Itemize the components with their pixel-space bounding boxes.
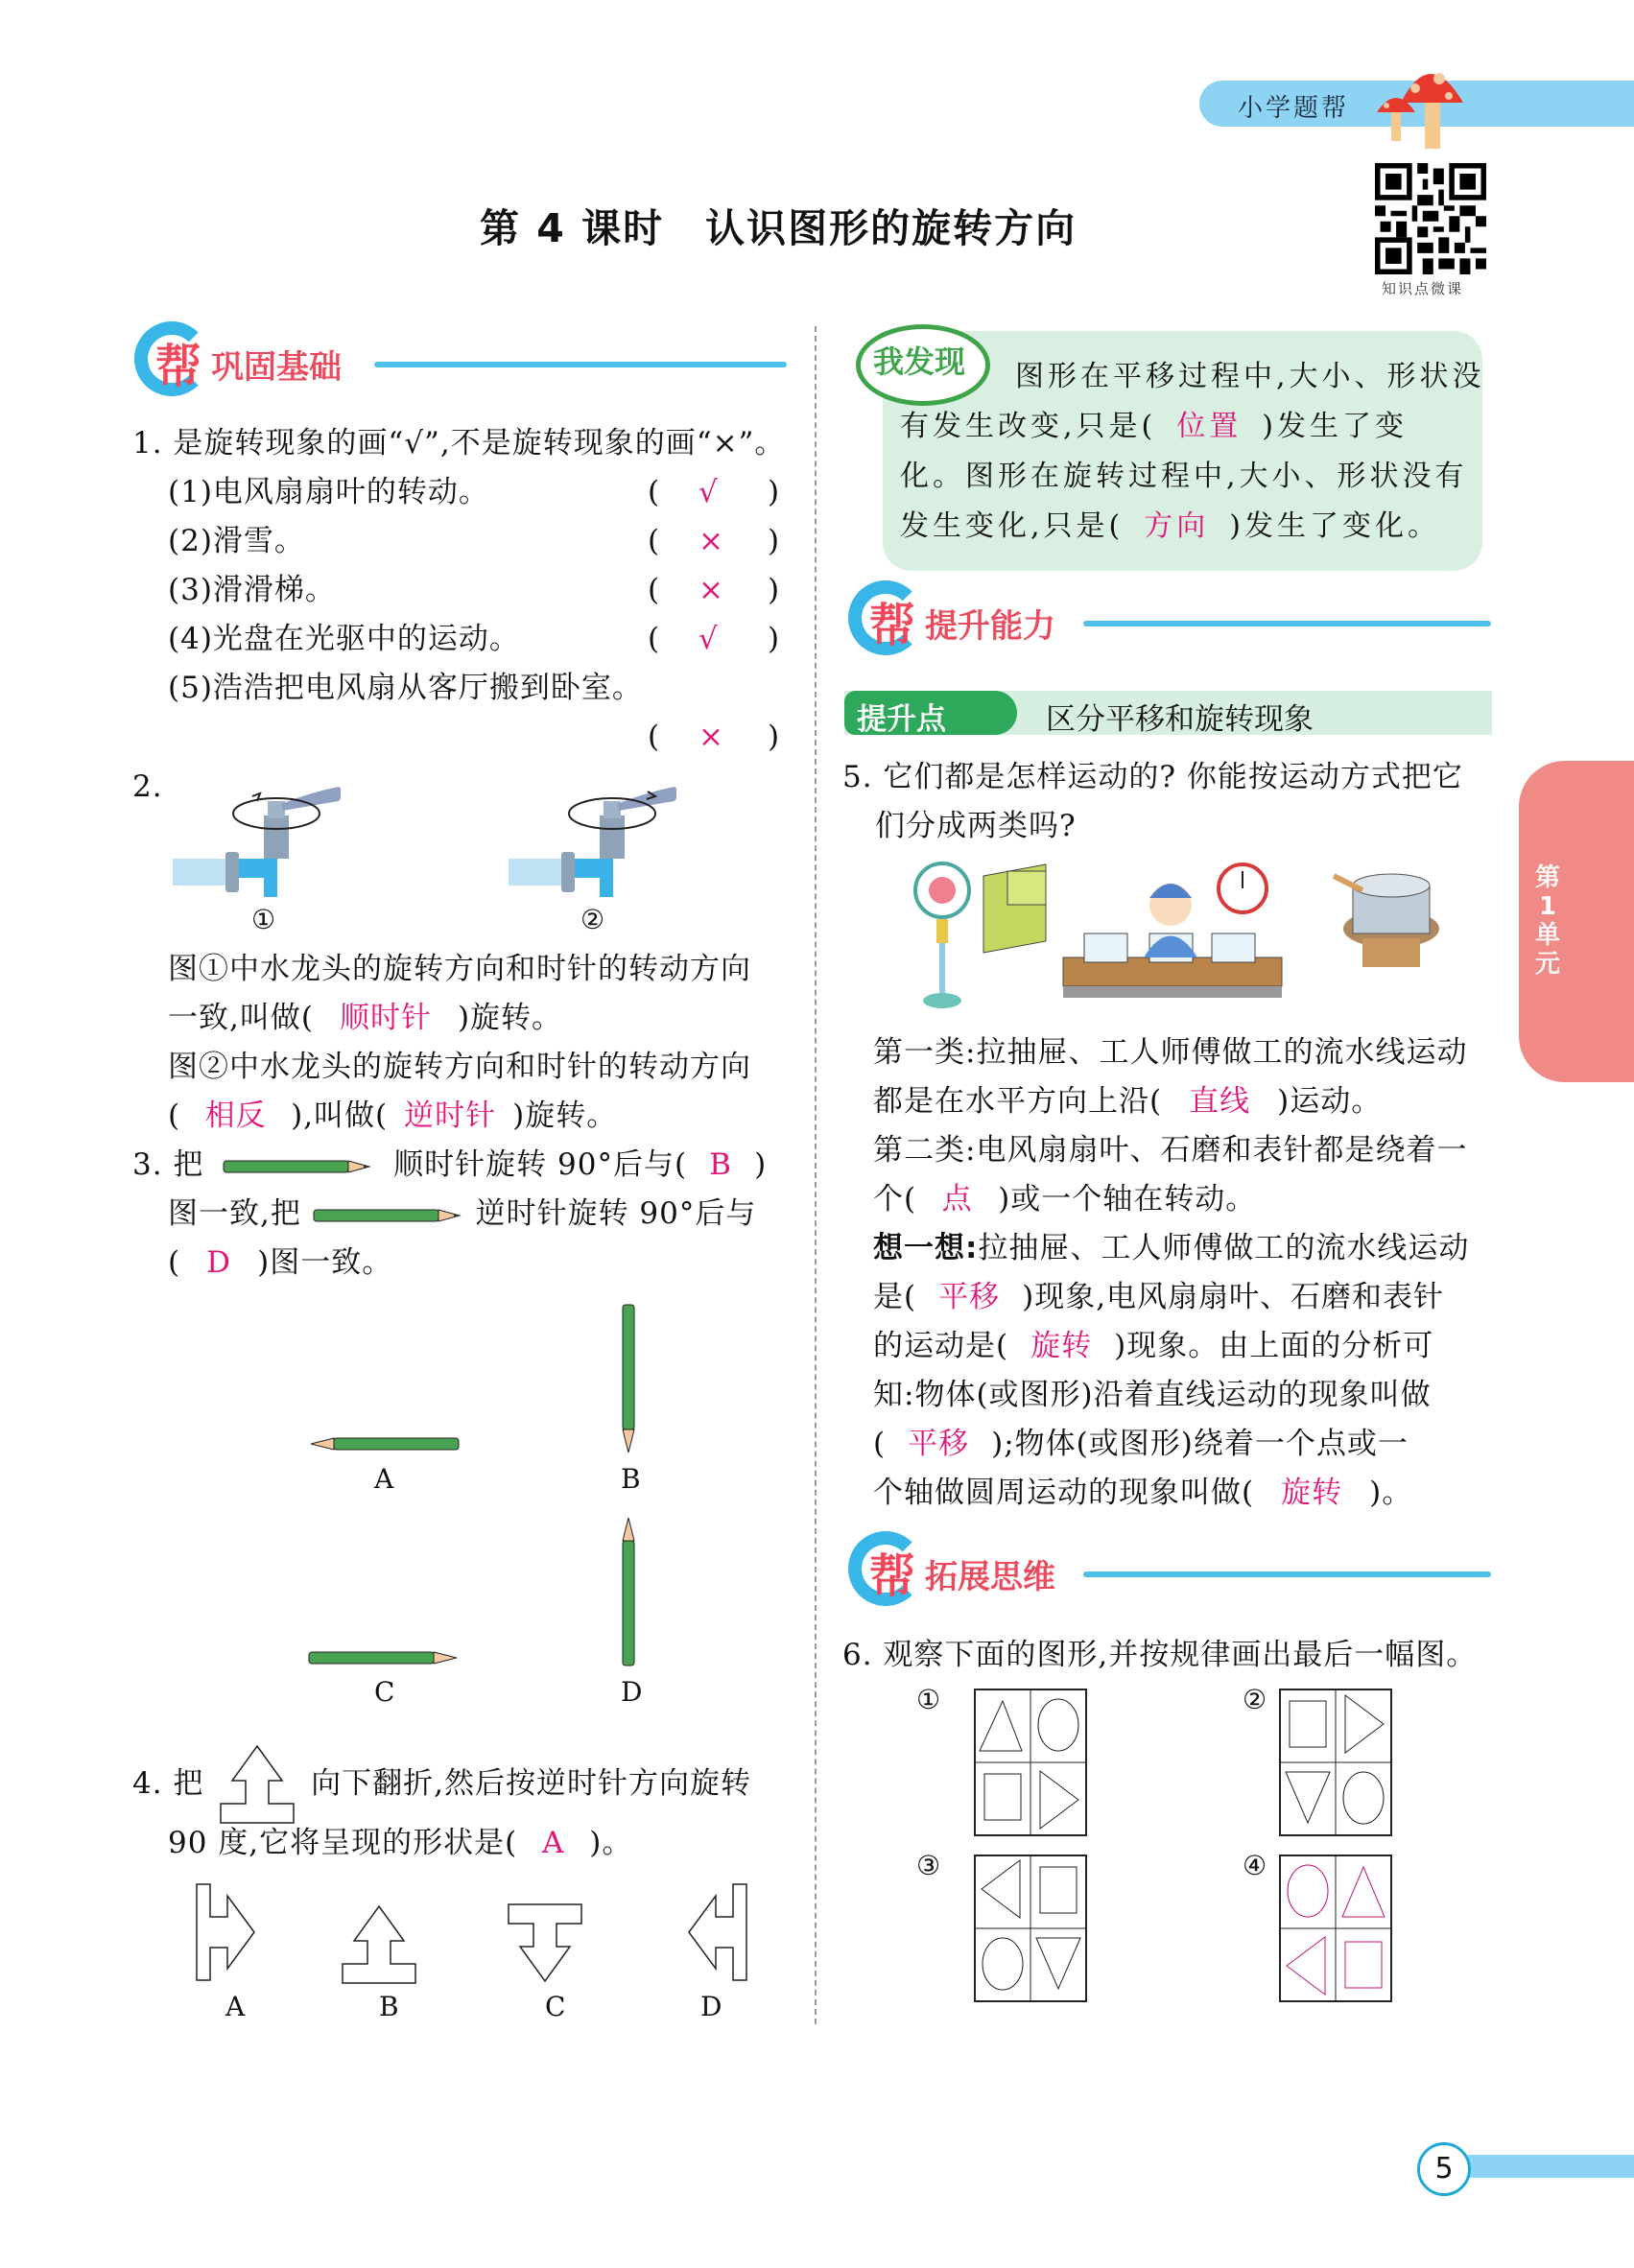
option-label: C — [374, 1676, 395, 1708]
point-badge-label: 提升点 — [857, 702, 946, 737]
answer: 旋转 — [1030, 1329, 1093, 1363]
q1-item: (5)浩浩把电风扇从客厅搬到卧室。 — [168, 671, 643, 705]
q5-text: 都是在水平方向上沿( 直线 )运动。 — [873, 1077, 1382, 1126]
q2-text: 图①中水龙头的旋转方向和时针的转动方向 — [168, 952, 751, 986]
option-label: C — [545, 1991, 566, 2022]
q5-text: 知:物体(或图形)沿着直线运动的现象叫做 — [873, 1378, 1432, 1412]
q3-line1: 3. 把 顺时针旋转 90°后与( B ) — [132, 1141, 767, 1190]
pattern-grid-4-answer — [1279, 1855, 1392, 2002]
pencil-icon — [312, 1206, 465, 1225]
q2-text: 图②中水龙头的旋转方向和时针的转动方向 — [168, 1050, 751, 1084]
answer: B — [709, 1147, 732, 1182]
pencil-option-d — [619, 1514, 638, 1667]
section-title: 拓展思维 — [925, 1558, 1055, 1596]
q1-item: (2)滑雪。 ( × ) — [168, 524, 781, 558]
column-divider — [815, 326, 817, 2024]
grid-label: ② — [1243, 1684, 1267, 1715]
q5-stem: 们分成两类吗? — [875, 809, 1077, 843]
shape-option-c — [507, 1902, 583, 1984]
pattern-grid-2 — [1279, 1689, 1392, 1836]
shape-option-b — [341, 1904, 417, 1986]
q5-text: 第二类:电风扇扇叶、石磨和表针都是绕着一 — [873, 1133, 1468, 1168]
q1-stem: 1. 是旋转现象的画“√”,不是旋转现象的画“×”。 — [132, 426, 786, 461]
grid-label: ③ — [916, 1850, 941, 1881]
answer: 直线 — [1189, 1084, 1251, 1119]
section-heading-improve: 帮 提升能力 — [848, 580, 1491, 667]
q2-text: 一致,叫做( 顺时针 )旋转。 — [168, 994, 562, 1043]
q2-text: ( 相反 ),叫做( 逆时针 )旋转。 — [168, 1092, 617, 1141]
q1-item-answer: ( × ) — [648, 720, 781, 754]
option-label: B — [379, 1991, 399, 2022]
section-rule — [374, 362, 787, 367]
qr-code[interactable] — [1374, 163, 1487, 274]
answer: 旋转 — [1281, 1476, 1343, 1510]
pattern-grid-3 — [974, 1855, 1087, 2002]
q5-text: 个轴做圆周运动的现象叫做( 旋转 )。 — [873, 1469, 1412, 1518]
answer: 顺时针 — [339, 1001, 432, 1035]
brand-name: 小学题帮 — [1238, 94, 1350, 123]
answer: 相反 — [204, 1099, 267, 1133]
q5-text: 第一类:拉抽屉、工人师傅做工的流水线运动 — [873, 1035, 1468, 1070]
option-label: A — [225, 1991, 246, 2022]
answer: 位置 — [1176, 410, 1243, 443]
page-number-band — [1468, 2155, 1634, 2178]
arrow-up-right-icon: ➚ — [969, 695, 994, 728]
q1-items — [168, 468, 782, 762]
discover-text: 化。图形在旋转过程中,大小、形状没有 — [900, 460, 1468, 493]
answer-check: √ — [699, 475, 719, 509]
q4-line1: 4. 把 向下翻折,然后按逆时针方向旋转 — [132, 1744, 751, 1826]
motion-illustration — [892, 852, 1487, 1025]
q3-line3: ( D )图一致。 — [168, 1239, 392, 1288]
option-label: D — [621, 1676, 643, 1708]
discover-text: 有发生改变,只是( 位置 )发生了变 — [900, 402, 1408, 452]
pencil-option-b — [619, 1303, 638, 1456]
shape-option-a — [195, 1882, 272, 1983]
grid-label: ④ — [1243, 1850, 1267, 1881]
q5-text: 是( 平移 )现象,电风扇扇叶、石磨和表针 — [873, 1273, 1444, 1322]
pencil-option-c — [307, 1648, 461, 1667]
q1-item: (4)光盘在光驱中的运动。 ( √ ) — [168, 622, 781, 656]
answer: 平移 — [908, 1427, 970, 1461]
answer: A — [542, 1826, 565, 1860]
discover-text: 发生变化,只是( 方向 )发生了变化。 — [900, 502, 1440, 552]
q1-item: (1)电风扇扇叶的转动。 ( √ ) — [168, 468, 782, 517]
option-label: D — [700, 1991, 722, 2022]
pattern-grid-1 — [974, 1689, 1087, 1836]
qr-caption: 知识点微课 — [1382, 280, 1464, 297]
q1-item: (3)滑滑梯。 ( × ) — [168, 573, 781, 607]
q4-line2: 90 度,它将呈现的形状是( A )。 — [168, 1819, 632, 1868]
option-label: A — [374, 1463, 394, 1495]
discover-badge-label: 我发现 — [873, 343, 966, 380]
faucet-counterclockwise-image — [504, 777, 676, 902]
discover-text: 图形在平移过程中,大小、形状没 — [1015, 360, 1485, 393]
answer: 点 — [941, 1182, 973, 1217]
shape-option-d — [672, 1882, 748, 1983]
q2-number: 2. — [132, 769, 163, 804]
section-rule — [1083, 621, 1491, 626]
mushroom-icon — [1358, 59, 1463, 151]
section-heading-expand: 帮 拓展思维 — [848, 1531, 1491, 1618]
section-rule — [1083, 1571, 1491, 1577]
pencil-option-a — [307, 1434, 461, 1453]
unit-tab-label: 第 1 单 元 — [1534, 863, 1560, 979]
q3-line2: 图一致,把 逆时针旋转 90°后与 — [168, 1196, 757, 1231]
point-title: 区分平移和旋转现象 — [1046, 702, 1314, 737]
q5-text: ( 平移 );物体(或图形)绕着一个点或一 — [873, 1420, 1409, 1469]
section-heading-basics: 帮 巩固基础 — [134, 321, 787, 408]
q5-text: 的运动是( 旋转 )现象。由上面的分析可 — [873, 1322, 1433, 1371]
q6-stem: 6. 观察下面的图形,并按规律画出最后一幅图。 — [842, 1638, 1478, 1672]
answer: 平移 — [938, 1280, 1001, 1314]
fig-label-2: ② — [580, 904, 605, 935]
section-title: 提升能力 — [925, 607, 1055, 646]
answer: 逆时针 — [404, 1099, 497, 1133]
q5-text: 个( 点 )或一个轴在转动。 — [873, 1175, 1256, 1224]
q5-stem: 5. 它们都是怎样运动的? 你能按运动方式把它 — [842, 760, 1463, 794]
page-title: 第 4 课时 认识图形的旋转方向 — [480, 205, 1077, 251]
section-title: 巩固基础 — [211, 348, 342, 387]
answer: 方向 — [1144, 509, 1210, 543]
pencil-icon — [222, 1157, 375, 1176]
answer: D — [206, 1245, 232, 1280]
q5-text: 想一想:拉抽屉、工人师傅做工的流水线运动 — [873, 1231, 1470, 1265]
fig-label-1: ① — [251, 904, 276, 935]
option-label: B — [621, 1463, 641, 1495]
grid-label: ① — [916, 1684, 941, 1715]
page-number: 5 — [1417, 2142, 1471, 2196]
arrow-shape-icon — [219, 1744, 296, 1826]
faucet-clockwise-image — [168, 777, 341, 902]
